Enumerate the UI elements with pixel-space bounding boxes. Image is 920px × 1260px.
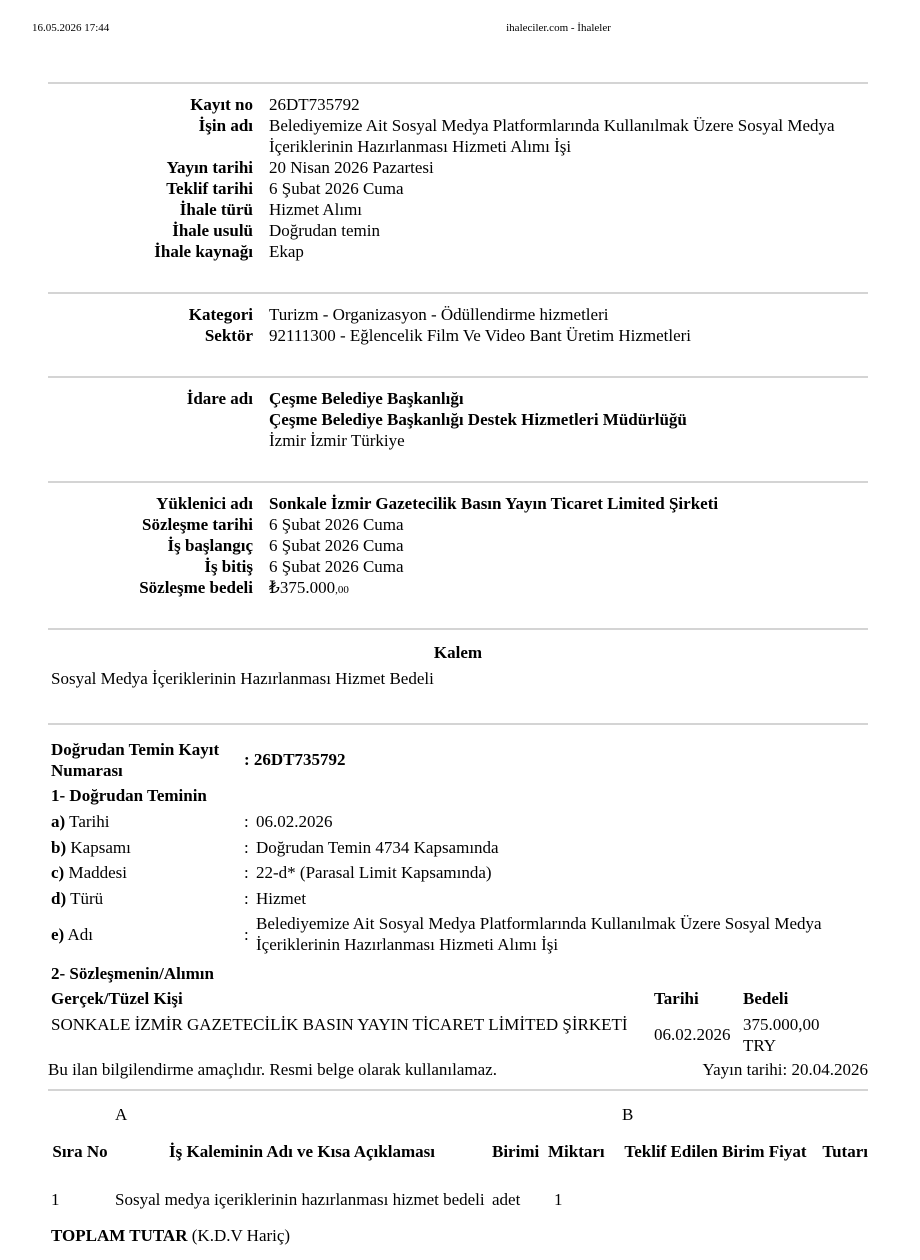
tender-method-value: Doğrudan temin xyxy=(269,221,380,240)
header-name: İş Kaleminin Adı ve Kısa Açıklaması xyxy=(169,1141,435,1161)
item-price xyxy=(618,1176,813,1222)
tender-type-label: İhale türü xyxy=(179,200,253,219)
colon: : xyxy=(244,812,249,831)
contractor-row xyxy=(48,493,868,514)
total-note: (K.D.V Hariç) xyxy=(191,1225,291,1245)
offer-date-row xyxy=(48,178,868,199)
direct-name-value: Belediyemize Ait Sosyal Medya Platformlarında Kullanılmak Üzere Sosyal Medya İçeriklerinin Hazırlanması Hizmeti Alımı İşi xyxy=(256,914,822,954)
direct-record-row xyxy=(51,739,871,781)
work-start-value: 6 Şubat 2026 Cuma xyxy=(269,536,404,555)
header-total: Tutarı xyxy=(822,1141,868,1161)
work-start-row xyxy=(48,535,868,556)
direct-scope-row xyxy=(51,837,851,858)
offer-date-label: Teklif tarihi xyxy=(166,179,253,198)
direct-record-value: : 26DT735792 xyxy=(244,750,346,769)
column-a-label: A xyxy=(115,1104,128,1124)
header-unit: Birimi xyxy=(492,1141,540,1161)
separator xyxy=(48,292,868,294)
administration-info xyxy=(48,388,868,451)
separator xyxy=(48,628,868,630)
disclaimer: Bu ilan bilgilendirme amaçlıdır. Resmi belge olarak kullanılamaz. xyxy=(48,1060,497,1079)
direct-article-key: c) xyxy=(51,863,65,882)
section-2-heading: 2- Sözleşmenin/Alımın xyxy=(51,964,214,983)
sector-row xyxy=(48,325,868,346)
party-header-row xyxy=(51,988,871,1009)
colon: : xyxy=(244,889,249,908)
direct-name-label: Adı xyxy=(67,924,94,944)
print-header xyxy=(0,22,920,38)
table-row xyxy=(48,1176,868,1222)
record-no-label: Kayıt no xyxy=(190,95,253,114)
tender-info xyxy=(48,94,868,262)
work-start-label: İş başlangıç xyxy=(167,536,253,555)
work-end-label: İş bitiş xyxy=(204,557,253,576)
separator xyxy=(48,481,868,483)
category-label: Kategori xyxy=(188,305,253,324)
date-header: Tarihi xyxy=(654,989,699,1008)
direct-article-row xyxy=(51,862,851,883)
separator xyxy=(48,82,868,84)
item-unit: adet xyxy=(492,1189,521,1209)
party-header: Gerçek/Tüzel Kişi xyxy=(51,989,183,1008)
colon: : xyxy=(244,838,249,857)
direct-scope-value: Doğrudan Temin 4734 Kapsamında xyxy=(256,838,499,857)
contract-date-value: 6 Şubat 2026 Cuma xyxy=(269,515,404,534)
administration-location: İzmir İzmir Türkiye xyxy=(269,431,405,450)
party-amount: 375.000,00 TRY xyxy=(743,1015,820,1055)
direct-name-row xyxy=(51,913,851,955)
tender-method-label: İhale usulü xyxy=(172,221,253,240)
items-table xyxy=(48,1102,868,1248)
tender-method-row xyxy=(48,220,868,241)
print-site-title: ihaleciler.com - İhaleler xyxy=(506,22,611,34)
separator xyxy=(48,1089,868,1091)
record-no-row xyxy=(48,94,868,115)
item-total xyxy=(813,1176,868,1222)
direct-kind-key: d) xyxy=(51,889,67,908)
job-name-row xyxy=(48,115,868,157)
direct-date-value: 06.02.2026 xyxy=(256,812,333,831)
contractor-name: Sonkale İzmir Gazetecilik Basın Yayın Ticaret Limited Şirketi xyxy=(269,494,719,513)
contract-date-row xyxy=(48,514,868,535)
party-row xyxy=(51,1014,871,1056)
published-date: Yayın tarihi: 20.04.2026 xyxy=(702,1060,868,1079)
record-no-value: 26DT735792 xyxy=(269,95,360,114)
contract-amount-label: Sözleşme bedeli xyxy=(139,578,253,597)
work-end-value: 6 Şubat 2026 Cuma xyxy=(269,557,404,576)
category-info xyxy=(48,304,868,346)
publish-date-value: 20 Nisan 2026 Pazartesi xyxy=(269,158,434,177)
header-qty: Miktarı xyxy=(548,1141,605,1161)
separator xyxy=(48,723,868,725)
publish-date-label: Yayın tarihi xyxy=(166,158,253,177)
contract-date-label: Sözleşme tarihi xyxy=(142,515,253,534)
category-value: Turizm - Organizasyon - Ödüllendirme hizmetleri xyxy=(269,305,609,324)
kalem-title: Kalem xyxy=(433,643,483,662)
direct-kind-value: Hizmet xyxy=(256,889,307,908)
colon: : xyxy=(244,924,249,944)
tender-source-value: Ekap xyxy=(269,242,304,261)
total-row xyxy=(48,1222,868,1248)
direct-scope-label: Kapsamı xyxy=(70,838,131,857)
party-name: SONKALE İZMİR GAZETECİLİK BASIN YAYIN TİCARET LİMİTED ŞİRKETİ xyxy=(51,1015,628,1034)
party-date: 06.02.2026 xyxy=(654,1025,731,1044)
tender-type-value: Hizmet Alımı xyxy=(269,200,363,219)
direct-date-row xyxy=(51,811,851,832)
direct-article-label: Maddesi xyxy=(68,863,128,882)
job-name-label: İşin adı xyxy=(198,116,253,135)
tender-source-label: İhale kaynağı xyxy=(154,242,253,261)
column-b-label: B xyxy=(622,1104,634,1124)
sector-value: 92111300 - Eğlencelik Film Ve Video Bant Üretim Hizmetleri xyxy=(269,326,692,345)
administration-name: Çeşme Belediye Başkanlığı xyxy=(269,389,464,408)
direct-date-key: a) xyxy=(51,812,66,831)
job-name-value: Belediyemize Ait Sosyal Medya Platformlarında Kullanılmak Üzere Sosyal Medya İçeriklerinin Hazırlanması Hizmeti Alımı İşi xyxy=(269,116,835,156)
items-header-row xyxy=(48,1126,868,1176)
direct-scope-key: b) xyxy=(51,838,67,857)
amount-header: Bedeli xyxy=(743,989,789,1008)
separator xyxy=(48,376,868,378)
work-end-row xyxy=(48,556,868,577)
administration-label: İdare adı xyxy=(186,389,253,408)
contract-info xyxy=(48,493,868,601)
direct-record-label: Doğrudan Temin Kayıt Numarası xyxy=(51,740,220,780)
direct-kind-row xyxy=(51,888,851,909)
tender-type-row xyxy=(48,199,868,220)
item-qty: 1 xyxy=(554,1189,563,1209)
total-label: TOPLAM TUTAR xyxy=(51,1225,188,1245)
section-1-heading: 1- Doğrudan Teminin xyxy=(51,786,207,805)
contractor-label: Yüklenici adı xyxy=(156,494,253,513)
print-datetime: 16.05.2026 17:44 xyxy=(32,22,110,34)
contract-amount-value xyxy=(269,577,868,601)
direct-kind-label: Türü xyxy=(70,889,104,908)
offer-date-value: 6 Şubat 2026 Cuma xyxy=(269,179,404,198)
direct-name-key: e) xyxy=(51,924,65,944)
contract-amount-decimals: ,00 xyxy=(335,584,349,596)
direct-article-value: 22-d* (Parasal Limit Kapsamında) xyxy=(256,863,492,882)
item-no: 1 xyxy=(51,1189,60,1209)
header-price: Teklif Edilen Birim Fiyat xyxy=(624,1141,807,1161)
colon: : xyxy=(244,863,249,882)
contract-amount-main: ₺375.000 xyxy=(269,578,336,597)
publish-date-row xyxy=(48,157,868,178)
column-letters-row xyxy=(48,1102,868,1126)
disclaimer-row xyxy=(48,1059,868,1080)
administration-row xyxy=(48,388,868,451)
sector-label: Sektör xyxy=(204,326,253,345)
category-row xyxy=(48,304,868,325)
kalem-text: Sosyal Medya İçeriklerinin Hazırlanması Hizmet Bedeli xyxy=(51,669,434,688)
header-no: Sıra No xyxy=(52,1141,108,1161)
contract-amount-row xyxy=(48,577,868,601)
item-name: Sosyal medya içeriklerinin hazırlanması hizmet bedeli xyxy=(115,1189,485,1209)
direct-date-label: Tarihi xyxy=(69,812,110,831)
tender-source-row xyxy=(48,241,868,262)
administration-unit: Çeşme Belediye Başkanlığı Destek Hizmetleri Müdürlüğü xyxy=(269,410,687,429)
